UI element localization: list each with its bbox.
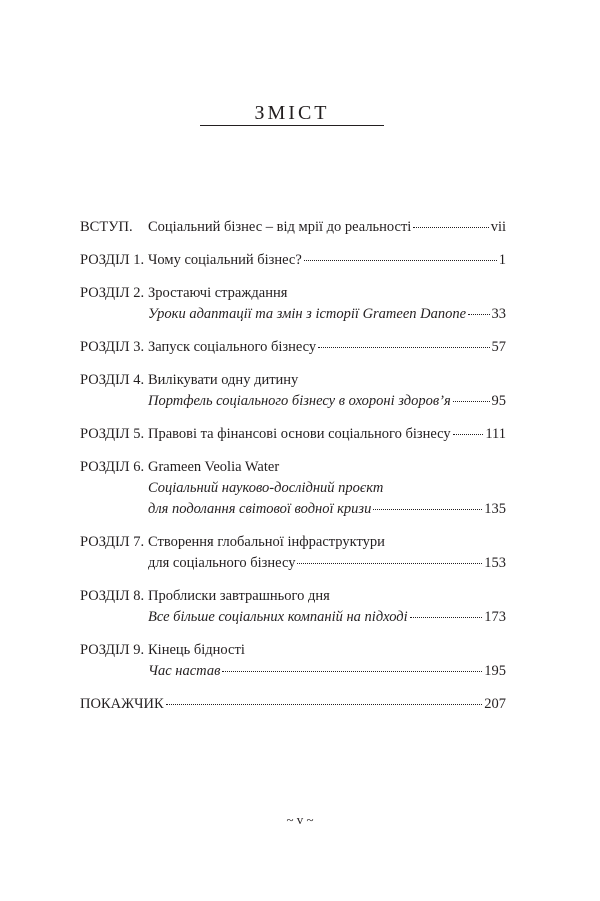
toc-entry-line: [148, 250, 506, 271]
page-number: ~ v ~: [286, 812, 314, 827]
toc-entry: [80, 586, 506, 628]
toc-entry-title: Створення глобальної інфраструктури: [148, 534, 385, 550]
toc-entry-body: [148, 370, 506, 412]
toc-entry-title: Все більше соціальних компаній на підході: [148, 609, 408, 625]
toc-entry-title: для подолання світової водної кризи: [148, 501, 372, 517]
title-underline: [200, 125, 384, 126]
dot-leader: [297, 562, 482, 564]
toc-entry-title: Grameen Veolia Water: [148, 459, 280, 475]
toc-entry: [80, 217, 506, 238]
toc-entry-body: [148, 532, 506, 574]
toc-entry-page: 195: [484, 663, 506, 679]
toc-entry-title: Запуск соціального бізнесу: [148, 339, 317, 355]
toc-entry-label: РОЗДІЛ 8.: [80, 588, 145, 604]
toc-entry-title: Проблиски завтрашнього дня: [148, 588, 330, 604]
toc-entry-line: [148, 304, 506, 325]
toc-entry: [80, 370, 506, 412]
toc-entry-title: Кінець бідності: [148, 642, 245, 658]
toc-index-entry: [80, 694, 506, 715]
toc-entry-label: ВСТУП.: [80, 219, 133, 235]
toc-entry-title: Чому соціальний бізнес?: [148, 252, 302, 268]
toc-index-page: 207: [484, 696, 506, 712]
dot-leader: [304, 259, 497, 261]
dot-leader: [318, 346, 489, 348]
toc-entry-line: [148, 607, 506, 628]
toc-entry-label: РОЗДІЛ 3.: [80, 339, 145, 355]
toc-entry-page: vii: [490, 219, 506, 235]
toc-entry-body: [148, 586, 506, 628]
toc-entry-body: [148, 640, 506, 682]
toc-entry-label: РОЗДІЛ 7.: [80, 534, 145, 550]
toc-entry-line: [148, 391, 506, 412]
dot-leader: [468, 313, 489, 315]
toc-entry-title: Портфель соціального бізнесу в охороні здоров’я: [148, 393, 451, 409]
toc-entry-page: 135: [484, 501, 506, 517]
toc-entry-body: [148, 457, 506, 520]
toc-entry-body: [148, 424, 506, 445]
toc-entry-page: 153: [484, 555, 506, 571]
toc-entry-label: РОЗДІЛ 4.: [80, 372, 145, 388]
dot-leader: [222, 670, 482, 672]
toc-entry-body: [148, 337, 506, 358]
toc-entry-line: [148, 499, 506, 520]
table-of-contents: [80, 217, 506, 715]
toc-entry-label: РОЗДІЛ 6.: [80, 459, 145, 475]
toc-entry: [80, 424, 506, 445]
dot-leader: [373, 508, 482, 510]
dot-leader: [413, 226, 488, 228]
toc-entry-line: [148, 217, 506, 238]
toc-entry-title: Соціальний науково-дослідний проєкт: [148, 480, 384, 496]
toc-entry-body: [148, 217, 506, 238]
toc-entry-title: Правові та фінансові основи соціального бізнесу: [148, 426, 451, 442]
dot-leader: [166, 703, 483, 705]
toc-entry-page: 1: [498, 252, 506, 268]
dot-leader: [453, 400, 490, 402]
toc-entry-title: для соціального бізнесу: [148, 555, 296, 571]
toc-entry-label: РОЗДІЛ 9.: [80, 642, 145, 658]
toc-entry-page: 95: [491, 393, 506, 409]
toc-index-label: ПОКАЖЧИК: [80, 696, 164, 712]
toc-entry-page: 33: [491, 306, 506, 322]
toc-entry-title: Уроки адаптації та змін з історії Grameen Danone: [148, 306, 467, 322]
toc-entry-page: 57: [491, 339, 506, 355]
toc-entry: [80, 283, 506, 325]
toc-entry-title: Зростаючі страждання: [148, 285, 288, 301]
toc-entry-line: [148, 337, 506, 358]
toc-entry-line: [148, 661, 506, 682]
toc-entry: [80, 250, 506, 271]
dot-leader: [410, 616, 483, 618]
toc-entry: [80, 457, 506, 520]
toc-entry-label: РОЗДІЛ 5.: [80, 426, 145, 442]
toc-entry-label: РОЗДІЛ 2.: [80, 285, 145, 301]
page-title: ЗМІСТ: [254, 102, 330, 124]
toc-entry-line: [148, 424, 506, 445]
toc-entry-page: 111: [485, 426, 506, 442]
dot-leader: [453, 433, 484, 435]
toc-entry-body: [148, 283, 506, 325]
toc-entry-body: [148, 250, 506, 271]
toc-entry: [80, 640, 506, 682]
toc-entry: [80, 337, 506, 358]
toc-entry-title: Вилікувати одну дитину: [148, 372, 299, 388]
toc-entry-line: [148, 553, 506, 574]
toc-entry-title: Час настав: [148, 663, 221, 679]
toc-entry-title: Соціальний бізнес – від мрії до реальності: [148, 219, 412, 235]
toc-entry-label: РОЗДІЛ 1.: [80, 252, 145, 268]
toc-entry-page: 173: [484, 609, 506, 625]
toc-entry: [80, 532, 506, 574]
